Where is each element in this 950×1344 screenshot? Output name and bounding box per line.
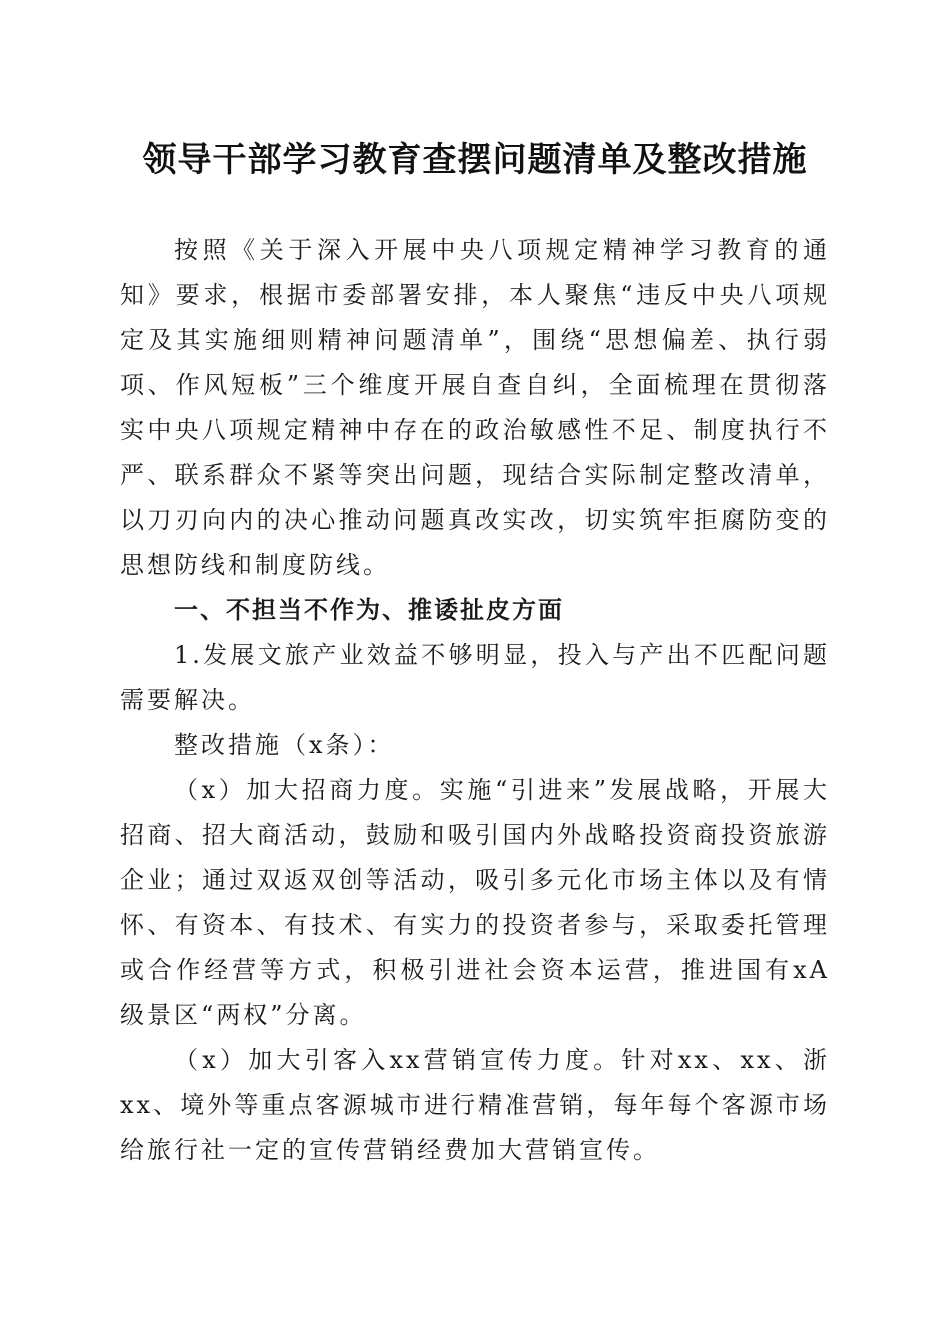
intro-paragraph: 按照《关于深入开展中央八项规定精神学习教育的通知》要求，根据市委部署安排，本人聚焦“违反中央八项规定及其实施细则精神问题清单”，围绕“思想偏差、执行弱项、作风短板”三个维度开展自查自纠，全面梳理在贯彻落实中央八项规定精神中存在的政治敏感性不足、制度执行不严、联系群众不紧等突出问题，现结合实际制定整改清单，以刀刃向内的决心推动问题真改实改，切实筑牢拒腐防变的思想防线和制度防线。: [120, 236, 830, 579]
section-heading: 一、不担当不作为、推诿扯皮方面: [174, 596, 564, 624]
document-title: 领导干部学习教育查摆问题清单及整改措施: [142, 140, 808, 180]
measure-paragraph: （x）加大引客入xx营销宣传力度。针对xx、xx、浙xx、境外等重点客源城市进行精准营销，每年每个客源市场给旅行社一定的宣传营销经费加大营销宣传。: [120, 1046, 830, 1164]
document-body: [120, 228, 830, 1173]
measures-label: 整改措施（x条）：: [174, 731, 395, 759]
measure-paragraph: （x）加大招商力度。实施“引进来”发展战略，开展大招商、招大商活动，鼓励和吸引国内外战略投资商投资旅游企业；通过双返双创等活动，吸引多元化市场主体以及有情怀、有资本、有技术、有实力的投资者参与，采取委托管理或合作经营等方式，积极引进社会资本运营，推进国有xA级景区“两权”分离。: [120, 776, 830, 1029]
problem-item: 1.发展文旅产业效益不够明显，投入与产出不匹配问题需要解决。: [120, 641, 830, 714]
